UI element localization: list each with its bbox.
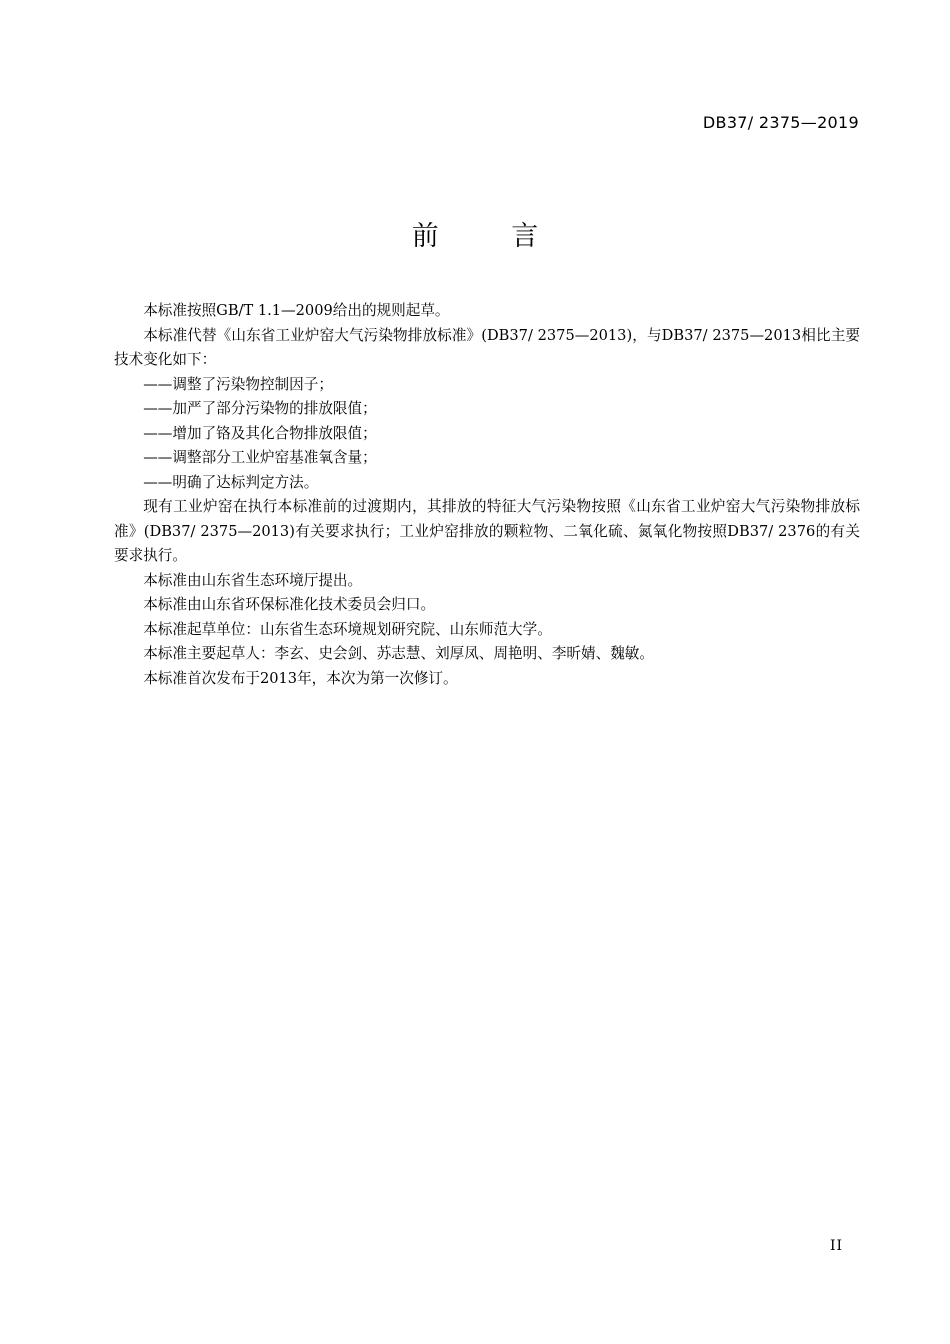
paragraph-replacement: 本标准代替《山东省工业炉窑大气污染物排放标准》(DB37/ 2375—2013)，与DB37/ 2375—2013相比主要技术变化如下：: [114, 326, 860, 368]
paragraph-drafting-units: 本标准起草单位：山东省生态环境规划研究院、山东师范大学。: [143, 620, 552, 638]
page-title: 前 言: [411, 221, 571, 252]
foreword-body: [114, 299, 860, 691]
paragraph-drafting-rules: 本标准按照GB/T 1.1—2009给出的规则起草。: [143, 302, 450, 319]
paragraph-proposer: 本标准由山东省生态环境厅提出。: [143, 571, 363, 589]
paragraph-revision-history: 本标准首次发布于2013年，本次为第一次修订。: [143, 669, 458, 687]
change-item: ——增加了铬及其化合物排放限值；: [143, 424, 377, 442]
change-item: ——调整了污染物控制因子；: [143, 375, 333, 393]
change-item: ——明确了达标判定方法。: [143, 473, 319, 491]
paragraph-transition-period: 现有工业炉窑在执行本标准前的过渡期内，其排放的特征大气污染物按照《山东省工业炉窑大气污染物排放标准》(DB37/ 2375—2013)有关要求执行；工业炉窑排放的颗粒物、二氧化硫、氮氧化物按照DB37/ 2376的有关要求执行。: [114, 498, 860, 564]
change-item: ——调整部分工业炉窑基准氧含量；: [143, 449, 377, 466]
change-item: ——加严了部分污染物的排放限值；: [143, 400, 377, 417]
paragraph-committee: 本标准由山东省环保标准化技术委员会归口。: [143, 596, 436, 613]
page-number: II: [829, 1238, 843, 1254]
paragraph-drafters: 本标准主要起草人：李玄、史会剑、苏志慧、刘厚凤、周艳明、李昕婧、魏敏。: [143, 645, 654, 662]
standard-code: DB37/ 2375—2019: [702, 113, 859, 132]
